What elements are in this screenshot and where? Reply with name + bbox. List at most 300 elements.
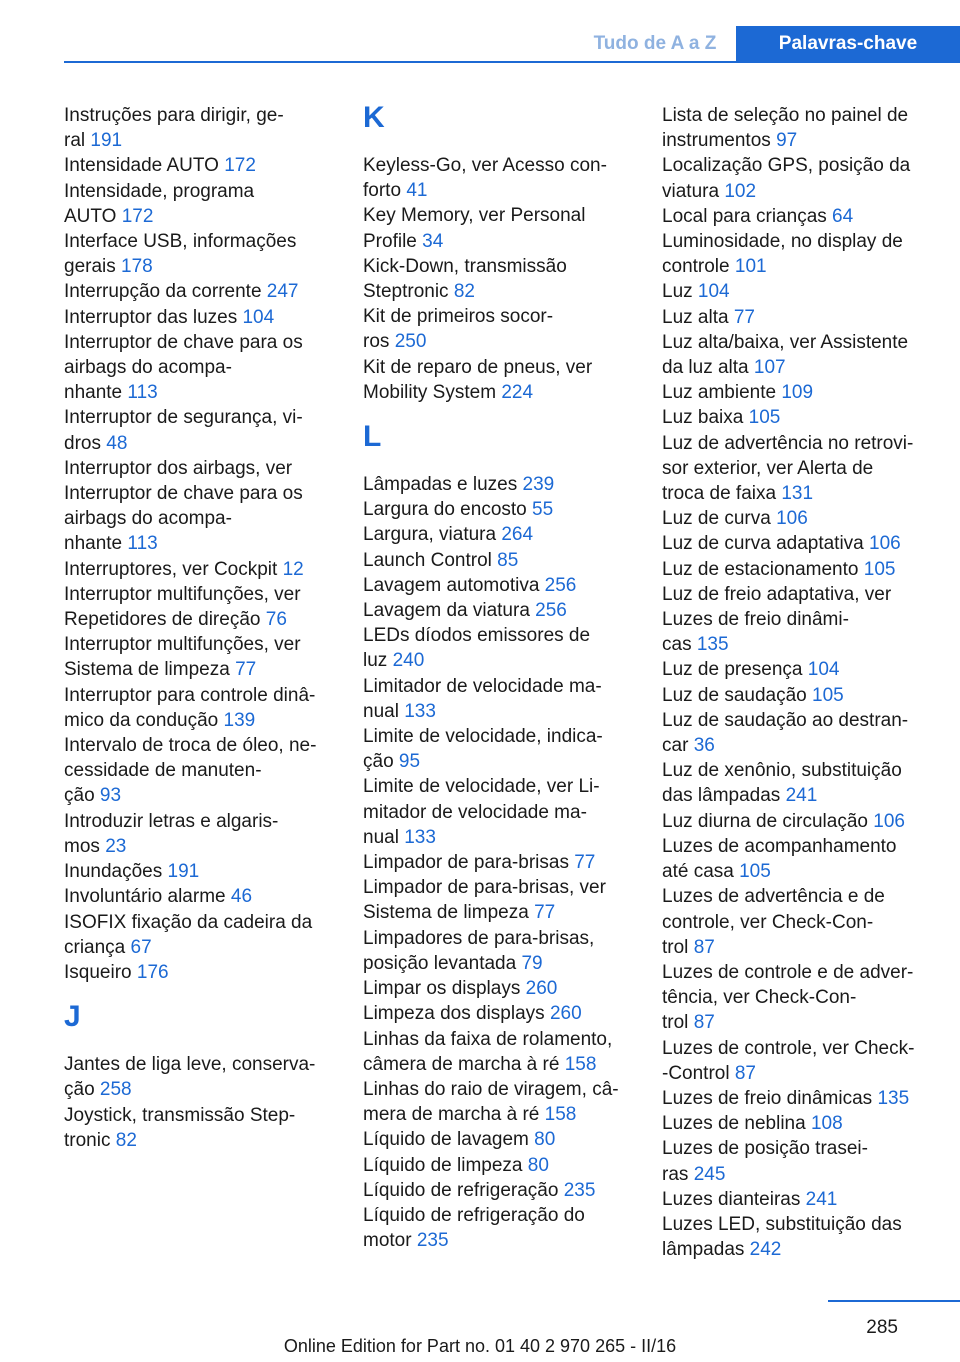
index-entry-text <box>64 254 336 279</box>
entry-text: Limite de velocidade, indica- <box>363 726 603 748</box>
entry-text: Limpador de para-brisas, ver <box>363 877 606 899</box>
entry-text: Luz <box>662 281 693 303</box>
page-link[interactable]: 77 <box>574 852 596 874</box>
entry-text: Kick-Down, transmissão <box>363 255 567 277</box>
page-link[interactable]: 107 <box>753 357 786 379</box>
entry-text: Localização GPS, posição da <box>662 155 911 177</box>
index-entry <box>662 582 934 658</box>
index-entry-text <box>363 1027 635 1052</box>
entry-text: cessidade de manuten- <box>64 760 262 782</box>
index-entry <box>662 1111 934 1136</box>
index-entry <box>363 598 635 623</box>
index-entry-text <box>363 1178 635 1203</box>
page-link[interactable]: 79 <box>521 952 543 974</box>
index-entry <box>363 497 635 522</box>
page-link[interactable]: 158 <box>564 1053 597 1075</box>
entry-text: Key Memory, ver Personal <box>363 205 586 227</box>
entry-text: Lavagem da viatura <box>363 600 530 622</box>
index-entry-text <box>662 506 934 531</box>
index-entry <box>64 405 336 455</box>
index-entry-text <box>64 960 336 985</box>
index-entry-text <box>662 456 934 481</box>
entry-text: Luzes LED, substituição das <box>662 1213 902 1235</box>
index-entry-text <box>363 1127 635 1152</box>
page-link[interactable]: 64 <box>832 205 854 227</box>
index-entry <box>662 1136 934 1186</box>
page-link[interactable]: 104 <box>242 306 275 328</box>
page-link[interactable]: 264 <box>501 524 534 546</box>
index-entry-text <box>64 1052 336 1077</box>
index-entry <box>64 809 336 859</box>
entry-text: nual <box>363 826 399 848</box>
page-link[interactable]: 133 <box>404 826 436 848</box>
index-entry-text <box>662 305 934 330</box>
page-link[interactable]: 102 <box>724 180 757 202</box>
index-entry-text <box>64 506 336 531</box>
entry-text: Largura, viatura <box>363 524 497 546</box>
index-entry <box>64 632 336 682</box>
index-entry-text <box>64 128 336 153</box>
index-entry-text <box>363 951 635 976</box>
index-entry <box>363 1027 635 1077</box>
entry-text: Interruptor multifunções, ver <box>64 634 301 656</box>
page-link[interactable]: 41 <box>406 180 428 202</box>
entry-text: Interruptor de segurança, vi- <box>64 407 303 429</box>
entry-text: Linhas do raio de viragem, câ- <box>363 1078 619 1100</box>
page-link[interactable]: 87 <box>693 936 715 958</box>
entry-text: LEDs díodos emissores de <box>363 625 591 647</box>
index-entry <box>64 960 336 985</box>
index-entry <box>662 884 934 960</box>
entry-text: Interruptor dos airbags, ver <box>64 457 293 479</box>
page-link[interactable]: 242 <box>749 1239 782 1261</box>
index-entry <box>363 355 635 405</box>
index-entry-text <box>363 774 635 799</box>
entry-text: até casa <box>662 861 734 883</box>
index-entry-text <box>64 405 336 430</box>
index-entry-text <box>64 935 336 960</box>
index-entry-text <box>363 1153 635 1178</box>
index-entry-text <box>363 573 635 598</box>
index-entry-text <box>662 380 934 405</box>
page-link[interactable]: 241 <box>805 1188 838 1210</box>
entry-text: Steptronic <box>363 281 449 303</box>
entry-text: Interface USB, informações <box>64 231 297 253</box>
entry-text: Mobility System <box>363 381 497 403</box>
entry-text: instrumentos <box>662 130 771 152</box>
page-link[interactable]: 105 <box>812 684 844 706</box>
index-entry-text <box>662 683 934 708</box>
index-entry <box>662 305 934 330</box>
index-entry <box>64 733 336 809</box>
index-entry-text <box>64 531 336 556</box>
index-entry <box>662 657 934 682</box>
index-entry <box>363 203 635 253</box>
index-entry <box>64 456 336 557</box>
index-entry-text <box>662 708 934 733</box>
index-entry <box>363 254 635 304</box>
index-entry-text <box>64 204 336 229</box>
index-entry <box>363 1203 635 1253</box>
page-link[interactable]: 87 <box>693 1012 715 1034</box>
entry-text: Luminosidade, no display de <box>662 231 903 253</box>
page-link[interactable]: 158 <box>544 1104 577 1126</box>
page-link[interactable]: 224 <box>501 381 534 403</box>
letter-heading: K <box>363 101 385 134</box>
index-entry-text <box>662 481 934 506</box>
entry-text: Interruptor de chave para os <box>64 483 303 505</box>
entry-text: Intervalo de troca de óleo, ne- <box>64 735 317 757</box>
index-entry-text <box>363 825 635 850</box>
index-entry-text <box>64 1103 336 1128</box>
page-link[interactable]: 36 <box>693 735 715 757</box>
page-link[interactable]: 82 <box>453 281 475 303</box>
index-entry-text <box>662 103 934 128</box>
page-link[interactable]: 12 <box>282 558 304 580</box>
entry-text: sor exterior, ver Alerta de <box>662 457 874 479</box>
index-entry-text <box>662 834 934 859</box>
index-entry <box>363 875 635 925</box>
entry-text: Luz de xenônio, substituição <box>662 760 902 782</box>
page-link[interactable]: 105 <box>748 407 781 429</box>
entry-text: Launch Control <box>363 549 492 571</box>
page-link[interactable]: 106 <box>869 533 901 555</box>
page-link[interactable]: 172 <box>224 155 256 177</box>
index-entry-text <box>662 1162 934 1187</box>
index-entry-text <box>662 985 934 1010</box>
entry-text: das lâmpadas <box>662 785 781 807</box>
entry-text: Limitador de velocidade ma- <box>363 675 602 697</box>
index-entry <box>64 305 336 330</box>
page-link[interactable]: 55 <box>532 499 554 521</box>
index-entry-text <box>662 128 934 153</box>
index-entry-text <box>64 783 336 808</box>
index-entry-text <box>662 1212 934 1237</box>
index-entry <box>662 557 934 582</box>
entry-text: Luzes de freio dinâmi- <box>662 609 849 631</box>
entry-text: Involuntário alarme <box>64 886 226 908</box>
index-entry-text <box>64 330 336 355</box>
index-entry-text <box>662 1010 934 1035</box>
entry-text: gerais <box>64 256 116 278</box>
index-entry-text <box>64 657 336 682</box>
page-link[interactable]: 113 <box>127 382 158 404</box>
page-link[interactable]: 106 <box>776 508 808 530</box>
entry-text: Kit de reparo de pneus, ver <box>363 356 593 378</box>
index-entry <box>64 153 336 178</box>
index-column-2 <box>363 103 635 1253</box>
entry-text: -Control <box>662 1062 730 1084</box>
page-link[interactable]: 109 <box>781 382 814 404</box>
index-entry-text <box>363 380 635 405</box>
entry-text: Lavagem automotiva <box>363 574 540 596</box>
index-entry-text <box>662 279 934 304</box>
page-link[interactable]: 176 <box>136 961 169 983</box>
entry-text: Introduzir letras e algaris- <box>64 810 279 832</box>
entry-text: car <box>662 735 689 757</box>
page-link[interactable]: 113 <box>127 533 158 555</box>
index-entry-text <box>363 472 635 497</box>
page-link[interactable]: 46 <box>230 886 253 908</box>
entry-text: ção <box>64 1079 95 1101</box>
index-entry-text <box>662 935 934 960</box>
index-entry-text <box>363 355 635 380</box>
page-link[interactable]: 178 <box>121 256 153 278</box>
index-entry-text <box>662 1086 934 1111</box>
index-entry-text <box>363 976 635 1001</box>
page-link[interactable]: 135 <box>696 634 729 656</box>
page-link[interactable]: 256 <box>544 574 577 596</box>
index-entry-text <box>662 229 934 254</box>
entry-text: criança <box>64 936 126 958</box>
page-link[interactable]: 191 <box>90 130 123 152</box>
page-link[interactable]: 85 <box>497 549 519 571</box>
page-link[interactable]: 258 <box>99 1079 132 1101</box>
index-entry-text <box>363 203 635 228</box>
index-entry-text <box>363 800 635 825</box>
entry-text: Joystick, transmissão Step- <box>64 1104 296 1126</box>
entry-text: ros <box>363 331 390 353</box>
page-link[interactable]: 97 <box>776 130 798 152</box>
index-entry-text <box>363 1102 635 1127</box>
index-entry-text <box>64 758 336 783</box>
page-link[interactable]: 250 <box>394 331 427 353</box>
entry-text: Limite de velocidade, ver Li- <box>363 776 600 798</box>
index-entry-text <box>662 632 934 657</box>
index-entry <box>64 179 336 229</box>
entry-text: Interruptor das luzes <box>64 306 238 328</box>
entry-text: Luz de freio adaptativa, ver <box>662 583 892 605</box>
index-entry <box>64 557 336 582</box>
entry-text: Luzes de advertência e de <box>662 886 885 908</box>
page-link[interactable]: 235 <box>563 1179 596 1201</box>
index-entry-text <box>64 733 336 758</box>
index-entry-text <box>64 1077 336 1102</box>
index-entry-text <box>363 648 635 673</box>
index-entry <box>363 774 635 850</box>
active-tab: Palavras-chave <box>736 26 960 61</box>
index-entry <box>662 809 934 834</box>
page-link[interactable]: 108 <box>810 1113 843 1135</box>
entry-text: nhante <box>64 533 123 555</box>
index-entry <box>662 279 934 304</box>
entry-text: Luzes de freio dinâmicas <box>662 1087 873 1109</box>
index-entry-text <box>662 1136 934 1161</box>
index-entry-text <box>64 683 336 708</box>
page-link[interactable]: 76 <box>265 609 287 631</box>
index-entry <box>64 330 336 406</box>
page-link[interactable]: 245 <box>693 1163 726 1185</box>
page-link[interactable]: 104 <box>697 281 730 303</box>
index-entry-text <box>662 1187 934 1212</box>
entry-text: motor <box>363 1230 412 1252</box>
entry-text: AUTO <box>64 205 117 227</box>
entry-text: Luz de estacionamento <box>662 558 859 580</box>
index-entry-text <box>662 153 934 178</box>
entry-text: Líquido de limpeza <box>363 1154 523 1176</box>
index-entry <box>64 229 336 279</box>
entry-text: Intensidade, programa <box>64 180 255 202</box>
entry-text: Sistema de limpeza <box>64 659 230 681</box>
page-link[interactable]: 80 <box>527 1154 549 1176</box>
entry-text: Luzes de controle, ver Check- <box>662 1037 915 1059</box>
entry-text: ras <box>662 1163 689 1185</box>
entry-text: ral <box>64 130 86 152</box>
page-link[interactable]: 80 <box>534 1129 556 1151</box>
page-link[interactable]: 105 <box>863 558 896 580</box>
entry-text: controle, ver Check-Con- <box>662 911 874 933</box>
entry-text: trol <box>662 936 689 958</box>
entry-text: airbags do acompa- <box>64 357 232 379</box>
entry-text: controle <box>662 256 730 278</box>
entry-text: Interrupção da corrente <box>64 281 262 303</box>
entry-text: Sistema de limpeza <box>363 902 529 924</box>
index-entry-text <box>363 598 635 623</box>
page-link[interactable]: 105 <box>739 861 771 883</box>
index-entry <box>64 1052 336 1102</box>
page-link[interactable]: 77 <box>534 902 556 924</box>
index-entry-text <box>363 1228 635 1253</box>
page-link[interactable]: 23 <box>105 835 127 857</box>
page-link[interactable]: 34 <box>422 230 444 252</box>
index-entry <box>64 279 336 304</box>
index-entry <box>662 531 934 556</box>
page-link[interactable]: 260 <box>525 978 558 1000</box>
index-entry-text <box>363 1203 635 1228</box>
page-link[interactable]: 87 <box>734 1062 756 1084</box>
page-link[interactable]: 106 <box>873 810 905 832</box>
index-entry-text <box>363 1001 635 1026</box>
index-entry <box>363 548 635 573</box>
index-entry-text <box>64 708 336 733</box>
page-link[interactable]: 172 <box>121 205 154 227</box>
page-link[interactable]: 139 <box>223 709 256 731</box>
index-entry <box>64 884 336 909</box>
entry-text: luz <box>363 650 388 672</box>
page-link[interactable]: 77 <box>235 659 257 681</box>
index-entry-text <box>64 179 336 204</box>
page-link[interactable]: 239 <box>522 474 555 496</box>
index-entry-text <box>662 254 934 279</box>
page-link[interactable]: 241 <box>785 785 818 807</box>
index-entry <box>662 405 934 430</box>
page-link[interactable]: 82 <box>115 1129 137 1151</box>
index-entry-text <box>64 859 336 884</box>
entry-text: dros <box>64 432 101 454</box>
page-link[interactable]: 247 <box>266 281 299 303</box>
entry-text: ção <box>64 785 95 807</box>
index-entry-text <box>64 481 336 506</box>
page-link[interactable]: 235 <box>416 1230 449 1252</box>
index-entry-text <box>363 153 635 178</box>
index-entry <box>64 582 336 632</box>
index-entry-text <box>363 304 635 329</box>
entry-text: airbags do acompa- <box>64 508 232 530</box>
index-entry-text <box>64 153 336 178</box>
index-entry-text <box>662 1237 934 1262</box>
index-entry-text <box>662 1061 934 1086</box>
index-entry <box>363 926 635 976</box>
page-link[interactable]: 67 <box>130 936 152 958</box>
entry-text: ISOFIX fixação da cadeira da <box>64 911 313 933</box>
index-entry <box>662 758 934 808</box>
index-entry <box>363 472 635 497</box>
index-entry <box>662 1086 934 1111</box>
entry-text: Luz diurna de circulação <box>662 810 868 832</box>
entry-text: Keyless-Go, ver Acesso con- <box>363 155 607 176</box>
page-link[interactable]: 77 <box>733 306 755 328</box>
index-entry <box>662 204 934 229</box>
page-link[interactable]: 93 <box>99 785 122 807</box>
index-entry <box>363 1077 635 1127</box>
index-entry <box>662 683 934 708</box>
page-link[interactable]: 256 <box>535 600 567 622</box>
index-entry-text <box>662 607 934 632</box>
edition-note: Online Edition for Part no. 01 40 2 970 265 - II/16 <box>283 1336 677 1356</box>
entry-text: Luz de saudação <box>662 684 807 706</box>
index-entry-text <box>64 305 336 330</box>
index-entry <box>363 1001 635 1026</box>
index-entry-text <box>662 355 934 380</box>
page-link[interactable]: 240 <box>392 650 425 672</box>
index-entry-text <box>363 926 635 951</box>
letter-heading: L <box>363 420 382 454</box>
index-entry <box>363 976 635 1001</box>
index-entry <box>363 623 635 673</box>
index-entry <box>662 153 934 203</box>
page-link[interactable]: 101 <box>734 256 767 278</box>
entry-text: ção <box>363 751 394 773</box>
entry-text: Luz de curva adaptativa <box>662 533 864 555</box>
entry-text: Luz de saudação ao destran- <box>662 709 909 731</box>
section-tab: Tudo de A a Z <box>593 33 717 54</box>
page-link[interactable]: 260 <box>549 1003 582 1025</box>
entry-text: Limpadores de para-brisas, <box>363 927 595 949</box>
page-link[interactable]: 191 <box>167 861 200 883</box>
index-entry-text <box>363 254 635 279</box>
entry-text: câmera de marcha à ré <box>363 1053 560 1075</box>
page-link[interactable]: 95 <box>398 751 421 773</box>
index-entry-text <box>363 850 635 875</box>
entry-text: Instruções para dirigir, ge- <box>64 105 284 126</box>
index-entry <box>662 1036 934 1086</box>
entry-text: Lâmpadas e luzes <box>363 474 518 496</box>
index-entry-text <box>64 431 336 456</box>
page-link[interactable]: 133 <box>404 700 436 722</box>
entry-text: Luzes de neblina <box>662 1113 806 1135</box>
index-entry-text <box>662 531 934 556</box>
page-link[interactable]: 104 <box>807 659 840 681</box>
index-entry-text <box>363 674 635 699</box>
page-link[interactable]: 131 <box>781 483 814 505</box>
page-link[interactable]: 48 <box>106 432 128 454</box>
entry-text: Profile <box>363 230 417 252</box>
index-entry <box>662 229 934 279</box>
index-entry-text <box>363 749 635 774</box>
index-entry <box>662 330 934 380</box>
index-entry-text <box>662 960 934 985</box>
entry-text: mos <box>64 835 100 857</box>
index-entry <box>662 1212 934 1262</box>
index-entry <box>363 1178 635 1203</box>
entry-text: Interruptor multifunções, ver <box>64 583 301 605</box>
index-entry-text <box>363 548 635 573</box>
index-entry <box>363 674 635 724</box>
index-column-3 <box>662 103 934 1262</box>
index-entry-text <box>662 733 934 758</box>
page-link[interactable]: 135 <box>877 1087 910 1109</box>
entry-text: Interruptor para controle dinâ- <box>64 684 316 706</box>
